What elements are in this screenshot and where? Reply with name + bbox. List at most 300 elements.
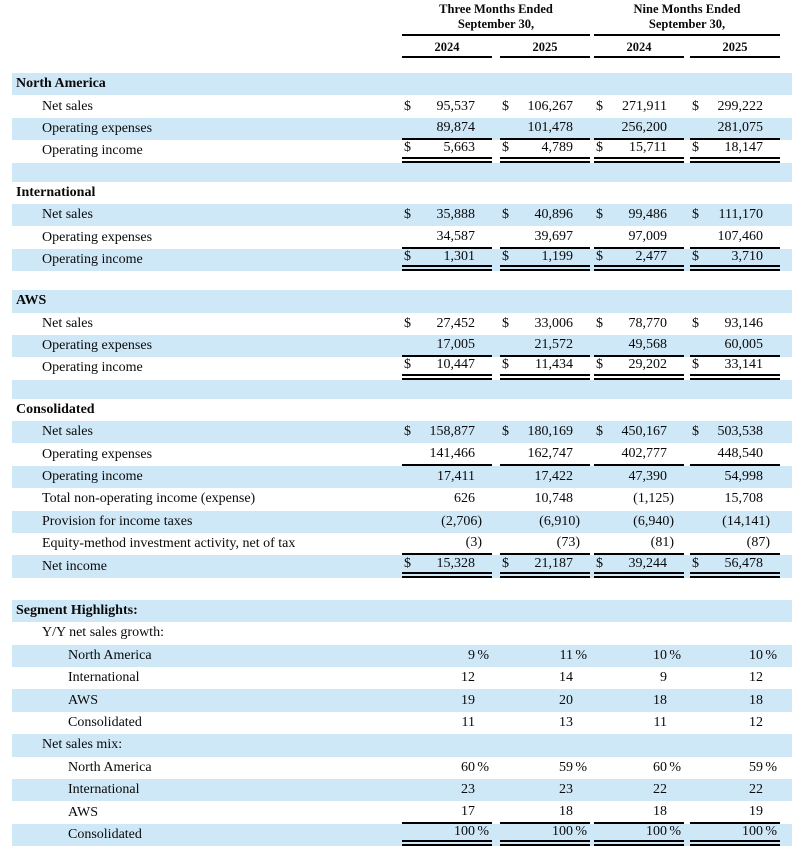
value-text: 503,538 <box>717 424 763 440</box>
value-text: (14,141) <box>722 513 770 529</box>
row-label: Net sales mix: <box>42 737 123 753</box>
dollar-sign: $ <box>596 248 603 264</box>
data-row-net-sales <box>12 421 792 443</box>
dollar-sign: $ <box>502 555 509 571</box>
value-text: 33,141 <box>724 357 763 373</box>
value-text: (81) <box>650 535 674 551</box>
value-text: 2,477 <box>635 248 667 264</box>
percent-sign: % <box>575 823 587 839</box>
table-header <box>0 0 797 73</box>
value-text: 60,005 <box>724 337 763 353</box>
data-row-aws <box>12 801 792 823</box>
value-text: 162,747 <box>527 445 573 461</box>
value-text: 9 <box>468 647 475 663</box>
value-cell <box>402 421 492 443</box>
value-cell <box>402 824 492 846</box>
row-label: North America <box>68 759 152 775</box>
row-label: Net sales <box>42 207 93 223</box>
section-title-row-aws <box>12 290 792 312</box>
data-row-international <box>12 667 792 689</box>
value-cell <box>402 204 492 226</box>
data-row-international <box>12 779 792 801</box>
value-cell <box>500 555 590 577</box>
value-text: (6,940) <box>633 513 674 529</box>
value-cell <box>594 204 684 226</box>
value-cell <box>500 335 590 357</box>
data-row-net-sales <box>12 204 792 226</box>
value-text: 39,244 <box>628 555 667 571</box>
value-cell <box>500 204 590 226</box>
value-cell <box>500 757 590 779</box>
dollar-sign: $ <box>404 315 411 331</box>
value-text: 271,911 <box>622 98 667 114</box>
value-cell <box>690 443 780 465</box>
value-cell <box>402 443 492 465</box>
value-cell <box>690 689 780 711</box>
value-text: (3) <box>465 535 482 551</box>
value-cell <box>500 357 590 379</box>
row-label: North America <box>16 76 106 92</box>
value-cell <box>594 622 684 644</box>
table-body <box>0 73 797 846</box>
value-text: 107,460 <box>717 228 763 244</box>
value-cell <box>500 511 590 533</box>
value-text: 11 <box>559 647 573 663</box>
row-label: Operating expenses <box>42 338 153 354</box>
dollar-sign: $ <box>502 357 509 373</box>
value-cell <box>690 226 780 248</box>
value-cell <box>500 689 590 711</box>
row-label: Operating income <box>42 360 143 376</box>
dollar-sign: $ <box>692 315 699 331</box>
row-label: North America <box>68 647 152 663</box>
dollar-sign: $ <box>404 357 411 373</box>
value-text: 59 <box>559 759 573 775</box>
value-cell <box>500 734 590 756</box>
value-text: 12 <box>461 670 475 686</box>
value-cell <box>690 555 780 577</box>
data-row-operating-income <box>12 249 792 271</box>
row-label: AWS <box>68 692 98 708</box>
value-cell <box>402 667 492 689</box>
value-cell <box>402 533 492 555</box>
value-text: 33,006 <box>534 315 573 331</box>
value-cell <box>402 335 492 357</box>
value-cell <box>402 313 492 335</box>
value-cell <box>594 357 684 379</box>
value-cell <box>402 779 492 801</box>
value-text: 141,466 <box>429 445 475 461</box>
value-cell <box>690 801 780 823</box>
value-cell <box>594 757 684 779</box>
data-row-operating-income <box>12 140 792 162</box>
row-label: Consolidated <box>16 401 95 417</box>
percent-sign: % <box>669 647 681 663</box>
value-text: 4,789 <box>541 140 573 156</box>
value-text: 3,710 <box>731 248 763 264</box>
value-cell <box>594 689 684 711</box>
value-text: 21,572 <box>534 337 573 353</box>
value-cell <box>594 95 684 117</box>
spacer-row <box>12 380 792 399</box>
value-cell <box>594 249 684 271</box>
percent-sign: % <box>477 823 489 839</box>
value-cell <box>690 511 780 533</box>
value-text: 89,874 <box>436 119 475 135</box>
value-text: 10,748 <box>534 491 573 507</box>
section-title-row-north-america <box>12 73 792 95</box>
row-label: Segment Highlights: <box>16 603 138 618</box>
row-label: Consolidated <box>68 714 142 730</box>
value-cell <box>690 357 780 379</box>
row-label: Net sales <box>42 315 93 331</box>
dollar-sign: $ <box>404 555 411 571</box>
value-cell <box>594 421 684 443</box>
data-row-operating-expenses <box>12 118 792 140</box>
value-text: 626 <box>454 491 475 507</box>
value-text: 1,199 <box>541 248 573 264</box>
section-title-row-segment-highlights <box>12 600 792 622</box>
header-label-spacer <box>0 2 402 36</box>
data-row-y-y-net-sales-growth <box>12 622 792 644</box>
value-text: 11 <box>461 714 475 730</box>
value-text: 59 <box>749 759 763 775</box>
dollar-sign: $ <box>404 424 411 440</box>
row-label: Operating income <box>42 469 143 485</box>
data-row-north-america <box>12 645 792 667</box>
value-text: 15,708 <box>724 491 763 507</box>
value-cell <box>402 118 492 140</box>
value-cell <box>500 118 590 140</box>
dollar-sign: $ <box>692 207 699 223</box>
row-label: Net income <box>42 558 107 574</box>
col-group-three-months <box>402 2 590 36</box>
value-cell <box>594 533 684 555</box>
row-label: Y/Y net sales growth: <box>42 625 164 641</box>
dollar-sign: $ <box>502 315 509 331</box>
value-cell <box>402 226 492 248</box>
dollar-sign: $ <box>596 357 603 373</box>
row-label: Equity-method investment activity, net of tax <box>42 536 296 552</box>
value-text: 106,267 <box>527 98 573 114</box>
value-text: 29,202 <box>628 357 667 373</box>
percent-sign: % <box>575 647 587 663</box>
row-label: AWS <box>16 293 47 309</box>
percent-sign: % <box>575 759 587 775</box>
value-cell <box>594 712 684 734</box>
col-group-line1: Nine Months Ended <box>633 2 741 16</box>
value-cell <box>402 645 492 667</box>
value-cell <box>690 140 780 162</box>
value-text: 15,711 <box>629 140 667 156</box>
dollar-sign: $ <box>502 248 509 264</box>
value-cell <box>402 622 492 644</box>
value-text: 78,770 <box>628 315 667 331</box>
value-cell <box>402 466 492 488</box>
value-cell <box>690 757 780 779</box>
dollar-sign: $ <box>502 207 509 223</box>
percent-sign: % <box>477 647 489 663</box>
value-cell <box>402 95 492 117</box>
data-row-operating-expenses <box>12 335 792 357</box>
value-cell <box>402 689 492 711</box>
value-text: 27,452 <box>436 315 475 331</box>
value-cell <box>690 466 780 488</box>
dollar-sign: $ <box>502 140 509 156</box>
value-cell <box>500 226 590 248</box>
percent-sign: % <box>765 647 777 663</box>
col-group-line2: September 30, <box>648 16 726 31</box>
value-cell <box>500 95 590 117</box>
value-cell <box>500 801 590 823</box>
value-text: 450,167 <box>621 424 667 440</box>
value-text: 17 <box>461 803 475 819</box>
value-text: 49,568 <box>628 337 667 353</box>
value-text: 60 <box>461 759 475 775</box>
value-cell <box>594 335 684 357</box>
value-cell <box>594 488 684 510</box>
value-text: 9 <box>660 670 667 686</box>
percent-sign: % <box>669 823 681 839</box>
value-cell <box>402 488 492 510</box>
value-text: 15,328 <box>436 555 475 571</box>
value-cell <box>500 421 590 443</box>
value-cell <box>500 779 590 801</box>
row-label: International <box>68 670 140 686</box>
value-text: 18 <box>653 692 667 708</box>
value-cell <box>500 140 590 162</box>
dollar-sign: $ <box>692 98 699 114</box>
value-cell <box>690 622 780 644</box>
data-row-provision-for-income-taxes <box>12 511 792 533</box>
value-text: 54,998 <box>724 469 763 485</box>
value-text: 56,478 <box>724 555 763 571</box>
value-text: 100 <box>742 823 763 839</box>
row-label: AWS <box>68 804 98 820</box>
section-title-row-consolidated <box>12 399 792 421</box>
value-cell <box>594 801 684 823</box>
value-text: 256,200 <box>621 119 667 135</box>
value-text: 100 <box>454 823 475 839</box>
value-text: 19 <box>461 692 475 708</box>
value-text: 18 <box>559 803 573 819</box>
value-text: (73) <box>556 535 580 551</box>
value-cell <box>500 712 590 734</box>
row-label: Consolidated <box>68 826 142 842</box>
spacer-row <box>12 163 792 182</box>
percent-sign: % <box>765 823 777 839</box>
value-cell <box>690 335 780 357</box>
data-row-operating-expenses <box>12 443 792 465</box>
value-cell <box>402 511 492 533</box>
value-cell <box>500 488 590 510</box>
percent-sign: % <box>477 759 489 775</box>
value-cell <box>690 779 780 801</box>
value-text: 10 <box>749 647 763 663</box>
data-row-operating-income <box>12 466 792 488</box>
column-group-header-row <box>0 2 797 36</box>
spacer-row <box>12 271 792 290</box>
value-text: 60 <box>653 759 667 775</box>
value-cell <box>690 421 780 443</box>
value-text: 21,187 <box>534 555 573 571</box>
value-cell <box>594 140 684 162</box>
dollar-sign: $ <box>596 98 603 114</box>
value-cell <box>500 443 590 465</box>
value-text: 22 <box>653 782 667 798</box>
row-label: Total non-operating income (expense) <box>42 491 256 507</box>
value-text: 5,663 <box>443 140 475 156</box>
value-text: 299,222 <box>717 98 763 114</box>
value-text: 17,422 <box>534 469 573 485</box>
percent-sign: % <box>765 759 777 775</box>
value-cell <box>594 667 684 689</box>
value-cell <box>690 249 780 271</box>
data-row-net-income <box>12 555 792 577</box>
data-row-net-sales <box>12 313 792 335</box>
year-header-row <box>0 38 797 58</box>
value-cell <box>594 824 684 846</box>
value-text: 1,301 <box>443 248 475 264</box>
value-text: (6,910) <box>539 513 580 529</box>
value-cell <box>500 533 590 555</box>
col-group-line2: September 30, <box>457 16 535 31</box>
value-text: (2,706) <box>441 513 482 529</box>
year-col-4: 2025 <box>690 38 780 58</box>
value-cell <box>402 757 492 779</box>
value-text: 19 <box>749 803 763 819</box>
value-cell <box>402 555 492 577</box>
row-label: International <box>16 184 96 200</box>
value-cell <box>500 645 590 667</box>
value-text: 14 <box>559 670 573 686</box>
value-cell <box>594 443 684 465</box>
value-text: 17,005 <box>436 337 475 353</box>
data-row-net-sales <box>12 95 792 117</box>
value-text: (87) <box>746 535 770 551</box>
data-row-aws <box>12 689 792 711</box>
dollar-sign: $ <box>692 555 699 571</box>
value-text: 10 <box>653 647 667 663</box>
data-row-operating-income <box>12 357 792 379</box>
row-label: Provision for income taxes <box>42 513 193 529</box>
row-label: Operating expenses <box>42 446 153 462</box>
dollar-sign: $ <box>502 424 509 440</box>
dollar-sign: $ <box>404 248 411 264</box>
value-text: 18 <box>749 692 763 708</box>
value-cell <box>500 667 590 689</box>
value-text: 100 <box>646 823 667 839</box>
value-cell <box>500 622 590 644</box>
data-row-north-america <box>12 757 792 779</box>
dollar-sign: $ <box>596 555 603 571</box>
value-cell <box>594 779 684 801</box>
dollar-sign: $ <box>692 248 699 264</box>
dollar-sign: $ <box>404 98 411 114</box>
value-text: 111,170 <box>718 207 763 223</box>
value-text: 158,877 <box>429 424 475 440</box>
value-cell <box>500 249 590 271</box>
value-text: 23 <box>461 782 475 798</box>
value-cell <box>690 824 780 846</box>
value-text: 100 <box>552 823 573 839</box>
data-row-operating-expenses <box>12 226 792 248</box>
value-text: 18,147 <box>724 140 763 156</box>
spacer-row <box>12 578 792 600</box>
dollar-sign: $ <box>596 140 603 156</box>
value-cell <box>402 357 492 379</box>
value-text: 40,896 <box>534 207 573 223</box>
value-cell <box>594 466 684 488</box>
col-group-nine-months <box>594 2 780 36</box>
value-text: 12 <box>749 670 763 686</box>
dollar-sign: $ <box>692 424 699 440</box>
value-cell <box>690 204 780 226</box>
value-cell <box>500 824 590 846</box>
dollar-sign: $ <box>596 207 603 223</box>
value-text: 13 <box>559 714 573 730</box>
value-cell <box>402 249 492 271</box>
row-label: International <box>68 782 140 798</box>
row-label: Net sales <box>42 424 93 440</box>
year-col-2: 2025 <box>500 38 590 58</box>
dollar-sign: $ <box>502 98 509 114</box>
value-text: 11 <box>653 714 667 730</box>
value-text: 18 <box>653 803 667 819</box>
value-cell <box>594 511 684 533</box>
value-cell <box>690 734 780 756</box>
value-text: 101,478 <box>527 119 573 135</box>
dollar-sign: $ <box>404 140 411 156</box>
data-row-total-non-operating-income-expense <box>12 488 792 510</box>
value-cell <box>690 95 780 117</box>
section-title-row-international <box>12 182 792 204</box>
data-row-consolidated <box>12 824 792 846</box>
value-cell <box>690 488 780 510</box>
value-cell <box>594 555 684 577</box>
value-text: 93,146 <box>724 315 763 331</box>
value-cell <box>402 140 492 162</box>
value-cell <box>402 712 492 734</box>
value-cell <box>690 667 780 689</box>
row-label: Net sales <box>42 98 93 114</box>
value-cell <box>500 313 590 335</box>
value-text: 39,697 <box>534 228 573 244</box>
value-text: 23 <box>559 782 573 798</box>
dollar-sign: $ <box>692 140 699 156</box>
value-text: 10,447 <box>436 357 475 373</box>
value-cell <box>500 466 590 488</box>
row-label: Operating expenses <box>42 229 153 245</box>
row-label: Operating income <box>42 251 143 267</box>
dollar-sign: $ <box>404 207 411 223</box>
value-cell <box>402 734 492 756</box>
data-row-consolidated <box>12 712 792 734</box>
value-text: 448,540 <box>717 445 763 461</box>
value-text: (1,125) <box>633 491 674 507</box>
value-text: 281,075 <box>717 119 763 135</box>
data-row-equity-method-investment-activity-net-of-tax <box>12 533 792 555</box>
dollar-sign: $ <box>596 424 603 440</box>
value-text: 47,390 <box>628 469 667 485</box>
dollar-sign: $ <box>692 357 699 373</box>
value-text: 17,411 <box>437 469 475 485</box>
value-cell <box>594 645 684 667</box>
value-cell <box>594 313 684 335</box>
value-cell <box>690 118 780 140</box>
row-label: Operating expenses <box>42 120 153 136</box>
value-text: 99,486 <box>628 207 667 223</box>
